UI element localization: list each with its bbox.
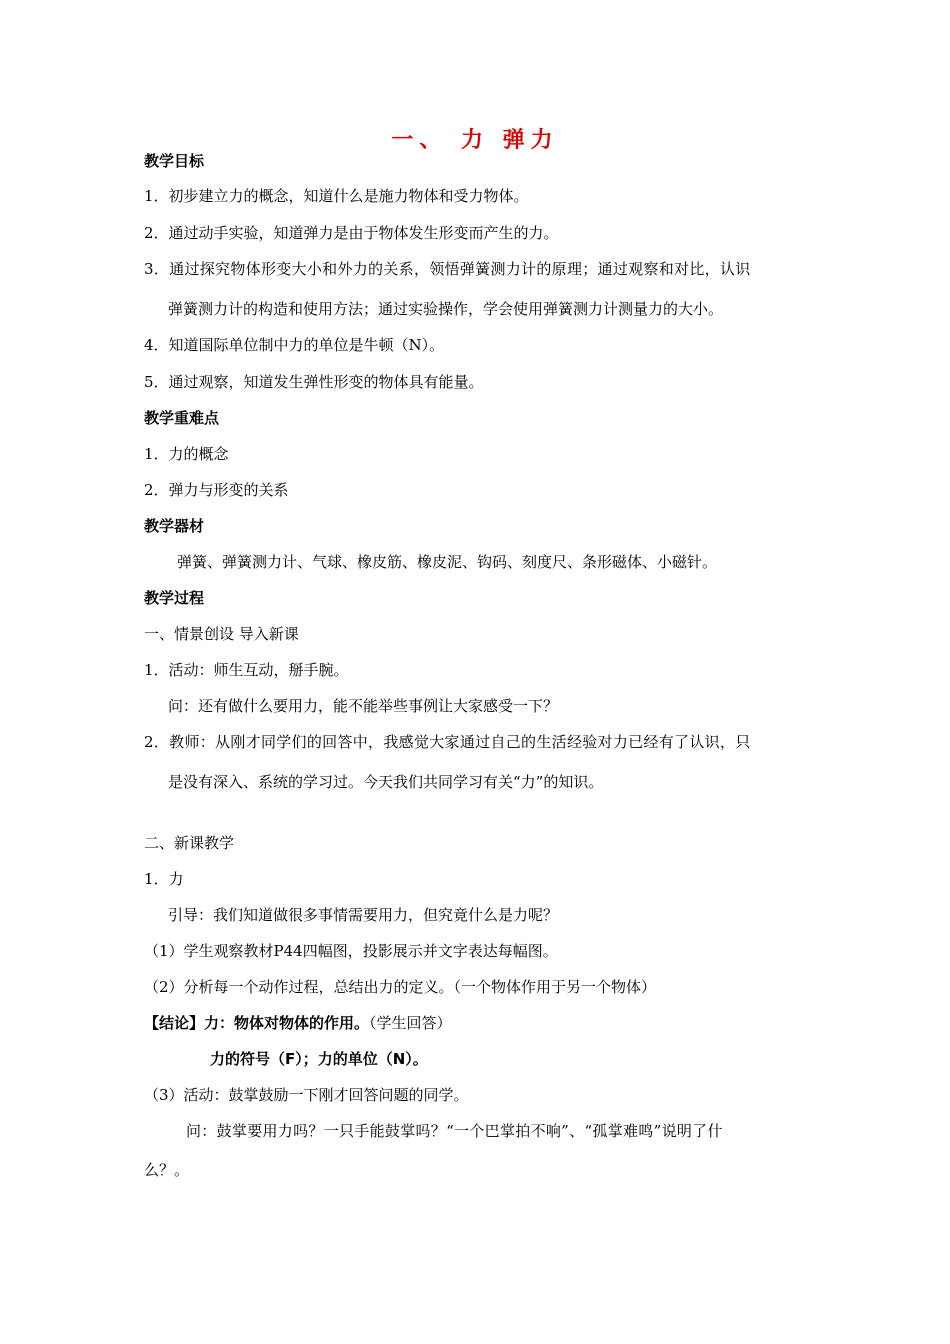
objective-item: 1．初步建立力的概念，知道什么是施力物体和受力物体。 <box>144 187 529 205</box>
objectives-heading: 教学目标 <box>144 152 205 170</box>
part2-line: 么？。 <box>144 1161 190 1179</box>
keypoint-item: 2．弹力与形变的关系 <box>144 481 289 499</box>
part2-line: （1）学生观察教材P44四幅图，投影展示并文字表达每幅图。 <box>144 942 558 960</box>
objective-item-continued: 弹簧测力计的构造和使用方法；通过实验操作，学会使用弹簧测力计测量力的大小。 <box>168 300 724 318</box>
objective-item: 5．通过观察，知道发生弹性形变的物体具有能量。 <box>144 373 484 391</box>
part1-title: 一、情景创设 导入新课 <box>144 625 299 643</box>
materials-heading: 教学器材 <box>144 517 205 535</box>
conclusion-bold: 【结论】力：物体对物体的作用。 <box>144 1014 370 1032</box>
objective-item: 2．通过动手实验，知道弹力是由于物体发生形变而产生的力。 <box>144 224 559 242</box>
part2-title: 二、新课教学 <box>144 834 235 852</box>
part2-line: 问：鼓掌要用力吗？一只手能鼓掌吗？“一个巴掌拍不响”、“孤掌难鸣”说明了什 <box>186 1122 723 1140</box>
part2-line: （3）活动：鼓掌鼓励一下刚才回答问题的同学。 <box>144 1086 469 1104</box>
conclusion-note: （学生回答） <box>369 1014 452 1032</box>
document-title: 一、 力 弹力 <box>391 128 559 153</box>
conclusion-line <box>144 1013 452 1033</box>
part2-line: （2）分析每一个动作过程，总结出力的定义。（一个物体作用于另一个物体） <box>144 978 657 996</box>
objective-item: 3．通过探究物体形变大小和外力的关系，领悟弹簧测力计的原理；通过观察和对比，认识 <box>144 260 751 278</box>
part1-line: 问：还有做什么要用力，能不能举些事例让大家感受一下？ <box>168 697 559 715</box>
part2-line: 引导：我们知道做很多事情需要用力，但究竟什么是力呢？ <box>168 906 559 924</box>
part1-line: 2．教师：从刚才同学们的回答中，我感觉大家通过自己的生活经验对力已经有了认识，只 <box>144 733 751 751</box>
process-heading: 教学过程 <box>144 589 205 607</box>
part1-line: 是没有深入、系统的学习过。今天我们共同学习有关“力”的知识。 <box>168 773 604 791</box>
symbol-unit-line: 力的符号（F）；力的单位（N）。 <box>210 1050 428 1068</box>
keypoint-item: 1．力的概念 <box>144 445 229 463</box>
keypoints-heading: 教学重难点 <box>144 409 220 427</box>
objective-item: 4．知道国际单位制中力的单位是牛顿（N）。 <box>144 336 445 354</box>
part2-line: 1．力 <box>144 870 184 888</box>
part1-line: 1．活动：师生互动，掰手腕。 <box>144 661 349 679</box>
materials-text: 弹簧、弹簧测力计、气球、橡皮筋、橡皮泥、钩码、刻度尺、条形磁体、小磁针。 <box>177 553 718 571</box>
